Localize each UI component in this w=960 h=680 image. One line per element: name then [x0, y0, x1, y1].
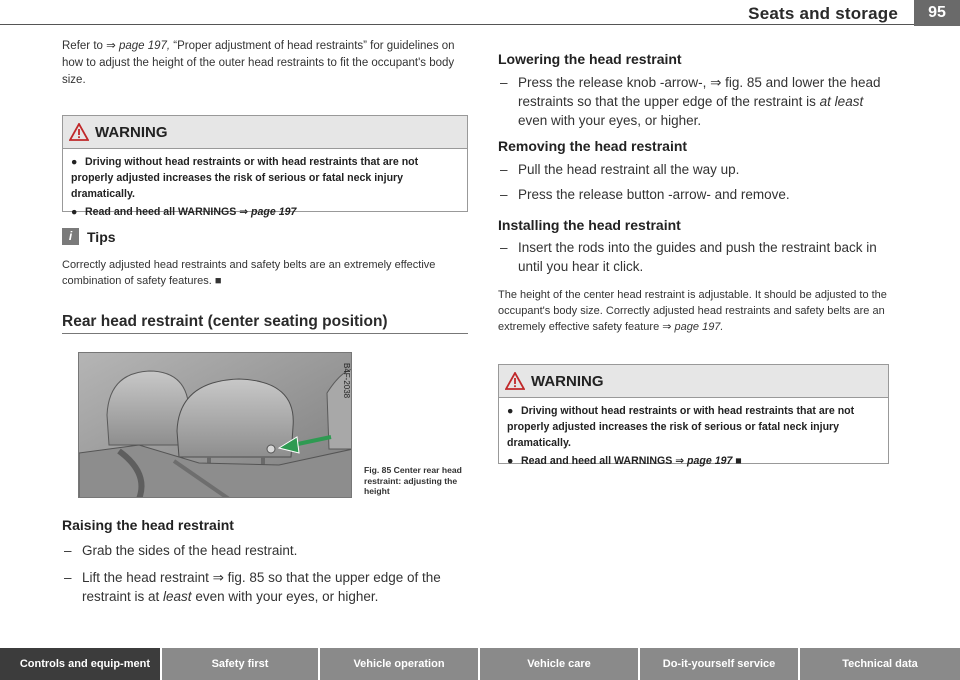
raising-step-1: – Grab the sides of the head restraint.	[64, 543, 298, 558]
warning-page-link[interactable]: page 197	[251, 206, 297, 218]
installing-step-1: – Insert the rods into the guides and push the restraint back in until you hear it click.	[500, 240, 877, 274]
warning-title: WARNING	[95, 123, 168, 141]
warning-title: WARNING	[531, 372, 604, 390]
warning-box-right	[498, 364, 889, 467]
warning-box-left	[62, 115, 468, 218]
page-number: 95	[914, 0, 960, 26]
warning-triangle-icon	[505, 372, 525, 390]
seat-illustration	[79, 353, 352, 498]
warning-item-1: Driving without head restraints or with head restraints that are not properly adjusted increases the risk of serious or fatal neck injury dramatically.	[71, 156, 419, 200]
figure-head-restraint	[78, 352, 352, 498]
tips-text: Correctly adjusted head restraints and safety belts are an extremely effective combination of safety features. ■	[62, 259, 436, 287]
info-icon: i	[62, 228, 79, 245]
center-restraint-note: The height of the center head restraint is adjustable. It should be adjusted to the occupant's body size. Correctly adjusted head restraints and safety belts are an extremely effective safety feature ⇒ page 197.	[498, 289, 887, 333]
warning-triangle-icon	[69, 123, 89, 141]
tab-safety-first[interactable]: Safety first	[162, 648, 320, 680]
tab-technical-data[interactable]: Technical data	[800, 648, 960, 680]
footer-nav	[0, 648, 960, 680]
intro-paragraph: Refer to ⇒ page 197, “Proper adjustment of head restraints” for guidelines on how to adjust the height of the outer head restraints to fit the occupant's body size.	[62, 40, 455, 86]
warning-page-link[interactable]: page 197	[687, 455, 733, 467]
figure-caption: Fig. 85 Center rear head restraint: adjusting the height	[364, 465, 462, 496]
header-rule	[0, 24, 918, 25]
lowering-step-1: – Press the release knob -arrow-, ⇒ fig. 85 and lower the head restraints so that the upper edge of the restraint is at least even with your eyes, or higher.	[500, 75, 881, 128]
page-header-title: Seats and storage	[748, 4, 898, 23]
heading-removing: Removing the head restraint	[498, 138, 688, 154]
note-page-link[interactable]: page 197.	[674, 321, 724, 333]
warning-body: ● Driving without head restraints or with head restraints that are not properly adjusted increases the risk of serious or fatal neck injury dramatically. ● Read and heed all WARNINGS ⇒ page 197 ■	[507, 405, 855, 467]
tab-vehicle-operation[interactable]: Vehicle operation	[320, 648, 480, 680]
warning-item-1: Driving without head restraints or with head restraints that are not properly adjusted increases the risk of serious or fatal neck injury dramatically.	[507, 405, 855, 449]
figure-code: B4F-2038	[342, 363, 351, 399]
heading-lowering: Lowering the head restraint	[498, 51, 682, 67]
tab-controls-and-equipment[interactable]: Controls and equip-ment	[0, 648, 162, 680]
warning-body: ● Driving without head restraints or with head restraints that are not properly adjusted increases the risk of serious or fatal neck injury dramatically. ● Read and heed all WARNINGS ⇒ page 197	[71, 156, 419, 218]
section-heading: Rear head restraint (center seating position)	[62, 313, 468, 334]
tab-do-it-yourself-service[interactable]: Do-it-yourself service	[640, 648, 800, 680]
intro-page-link[interactable]: page 197,	[118, 40, 171, 52]
heading-raising: Raising the head restraint	[62, 517, 234, 533]
heading-installing: Installing the head restraint	[498, 217, 681, 233]
tab-vehicle-care[interactable]: Vehicle care	[480, 648, 640, 680]
raising-step-2: – Lift the head restraint ⇒ fig. 85 so that the upper edge of the restraint is at least even with your eyes, or higher.	[64, 570, 441, 604]
warning-header	[499, 365, 888, 398]
warning-header	[63, 116, 467, 149]
tips-title: Tips	[87, 228, 116, 245]
tips-heading	[62, 228, 116, 245]
removing-step-2: – Press the release button -arrow- and remove.	[500, 187, 790, 202]
removing-step-1: – Pull the head restraint all the way up.	[500, 162, 740, 177]
